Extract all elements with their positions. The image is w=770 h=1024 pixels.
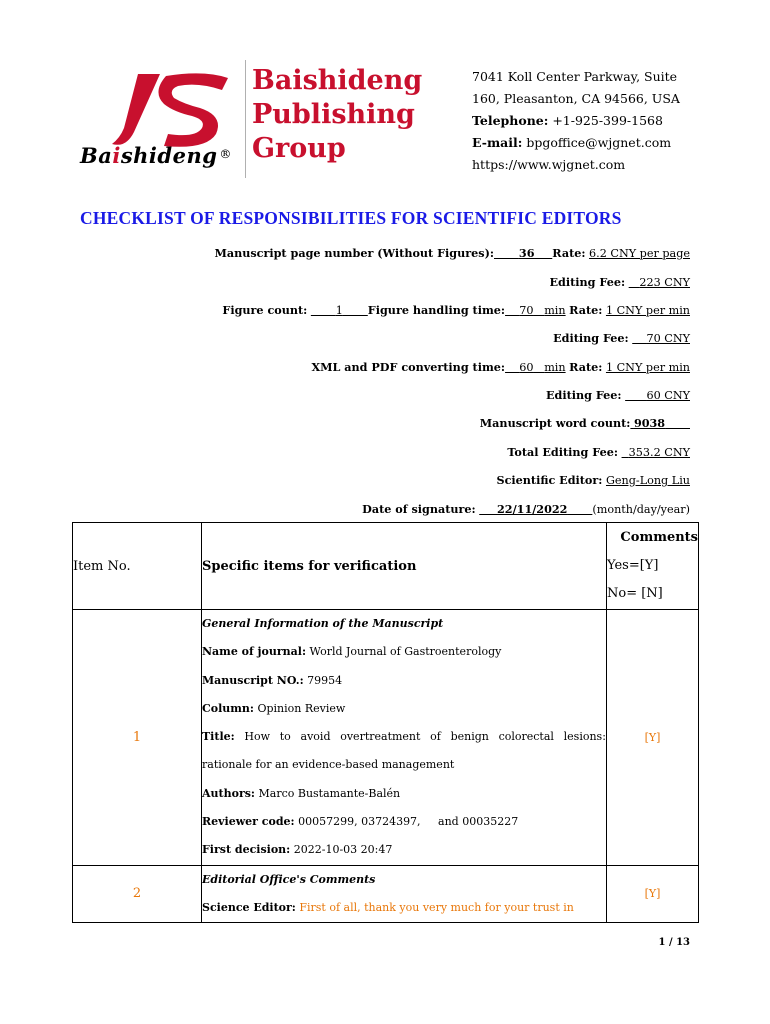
table-row: [73, 865, 699, 923]
brand-line: Group: [252, 133, 346, 164]
xml-line: XML and PDF converting time: 60 min Rate: 1 CNY per min: [311, 360, 690, 374]
manuscript-no: Manuscript NO.: 79954: [202, 673, 343, 687]
verification-table: [72, 522, 699, 923]
section-heading: General Information of the Manuscript: [202, 617, 444, 630]
logo-wordmark: Baishideng ®: [80, 143, 232, 168]
editing-fee-line: Editing Fee: 223 CNY: [549, 275, 690, 289]
figure-line: Figure count: 1 Figure handling time: 70 min Rate: 1 CNY per min: [222, 303, 690, 317]
header-comments: Comments Yes=[Y] No= [N]: [607, 523, 699, 610]
manuscript-title-cont: rationale for an evidence-based management: [202, 758, 455, 772]
manuscript-title: Title: How to avoid overtreatment of benign colorectal lesions:: [202, 730, 606, 744]
scientific-editor-line: Scientific Editor: Geng-Long Liu: [496, 473, 690, 487]
editing-fee-line: Editing Fee: 60 CNY: [545, 388, 690, 402]
address-line: 7041 Koll Center Parkway, Suite: [472, 69, 678, 84]
table-row: [73, 610, 699, 866]
general-info-cell: [202, 610, 607, 866]
page-number-line: Manuscript page number (Without Figures): 36 Rate: 6.2 CNY per page: [214, 246, 690, 260]
brand-line: Baishideng: [252, 65, 423, 96]
journal-name: Name of journal: World Journal of Gastroenterology: [202, 645, 502, 659]
publisher-address: [472, 66, 762, 176]
section-heading: Editorial Office's Comments: [202, 872, 376, 886]
total-fee-line: Total Editing Fee: 353.2 CNY: [507, 445, 690, 459]
brand-line: Publishing: [252, 99, 415, 130]
baishideng-logo-icon: [108, 70, 240, 150]
brand-name: [252, 64, 452, 166]
telephone: Telephone: +1-925-399-1568: [472, 113, 663, 128]
page-number: 1 / 13: [658, 937, 690, 948]
editing-fee-line: Editing Fee: 70 CNY: [553, 331, 690, 345]
editorial-comments-cell: [202, 865, 607, 923]
header-item-no: Item No.: [73, 523, 202, 610]
website-link[interactable]: https://www.wjgnet.com: [472, 157, 626, 172]
document-title: CHECKLIST OF RESPONSIBILITIES FOR SCIENTIFIC EDITORS: [80, 208, 622, 228]
header-specific-items: Specific items for verification: [202, 523, 607, 610]
table-header-row: [73, 523, 699, 610]
reviewer-code: Reviewer code: 00057299, 03724397, and 00035227: [202, 815, 519, 829]
word-count-line: Manuscript word count: 9038: [479, 416, 666, 430]
email[interactable]: E-mail: bpgoffice@wjgnet.com: [472, 135, 672, 150]
item-number: 2: [73, 865, 202, 923]
column-type: Column: Opinion Review: [202, 701, 346, 715]
address-line: 160, Pleasanton, CA 94566, USA: [472, 91, 680, 106]
authors: Authors: Marco Bustamante-Balén: [202, 786, 401, 800]
comment-value: [Y]: [607, 865, 699, 923]
signature-date-line: Date of signature: 22/11/2022 (month/day/year): [362, 502, 690, 516]
science-editor-comment: Science Editor: First of all, thank you very much for your trust in: [202, 900, 574, 914]
logo-divider: [245, 60, 246, 178]
first-decision: First decision: 2022-10-03 20:47: [202, 843, 393, 857]
item-number: 1: [73, 610, 202, 866]
comment-value: [Y]: [607, 610, 699, 866]
